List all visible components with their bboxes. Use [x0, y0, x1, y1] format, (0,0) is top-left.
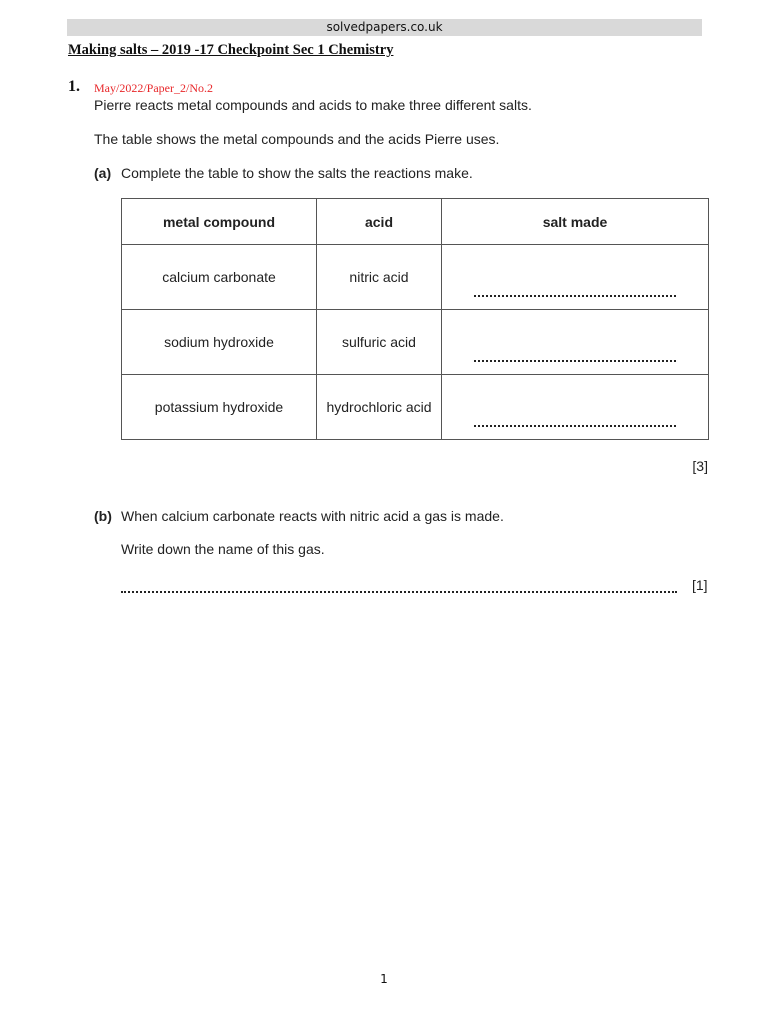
- metal-compound-cell: calcium carbonate: [122, 245, 317, 310]
- table-row: [122, 375, 709, 440]
- column-header: acid: [317, 199, 442, 245]
- question-intro-1: Pierre reacts metal compounds and acids to make three different salts.: [94, 97, 532, 113]
- acid-cell: sulfuric acid: [317, 310, 442, 375]
- table-row: [122, 245, 709, 310]
- site-header: solvedpapers.co.uk: [67, 19, 702, 36]
- table-header-row: [122, 199, 709, 245]
- part-a-label: (a): [94, 165, 112, 181]
- part-b-text: When calcium carbonate reacts with nitric acid a gas is made.: [121, 508, 504, 524]
- question-number: 1.: [68, 78, 80, 95]
- answer-line[interactable]: [474, 425, 676, 427]
- page-number: 1: [380, 972, 388, 986]
- salt-answer-cell[interactable]: [442, 245, 709, 310]
- question-reference: May/2022/Paper_2/No.2: [94, 81, 213, 95]
- part-b-answer-line[interactable]: [121, 591, 677, 593]
- part-a-text: Complete the table to show the salts the reactions make.: [121, 165, 473, 181]
- salt-answer-cell[interactable]: [442, 375, 709, 440]
- part-b-prompt: Write down the name of this gas.: [121, 541, 325, 557]
- acid-cell: hydrochloric acid: [317, 375, 442, 440]
- salts-table: [121, 198, 709, 440]
- question-intro-2: The table shows the metal compounds and the acids Pierre uses.: [94, 131, 500, 147]
- table-row: [122, 310, 709, 375]
- part-a-marks: [3]: [692, 458, 708, 474]
- metal-compound-cell: sodium hydroxide: [122, 310, 317, 375]
- acid-cell: nitric acid: [317, 245, 442, 310]
- part-b-label: (b): [94, 508, 112, 524]
- metal-compound-cell: potassium hydroxide: [122, 375, 317, 440]
- answer-line[interactable]: [474, 295, 676, 297]
- part-b-marks: [1]: [692, 577, 708, 593]
- page-title: Making salts – 2019 -17 Checkpoint Sec 1 Chemistry: [68, 42, 394, 58]
- salt-answer-cell[interactable]: [442, 310, 709, 375]
- answer-line[interactable]: [474, 360, 676, 362]
- column-header: metal compound: [122, 199, 317, 245]
- column-header: salt made: [442, 199, 709, 245]
